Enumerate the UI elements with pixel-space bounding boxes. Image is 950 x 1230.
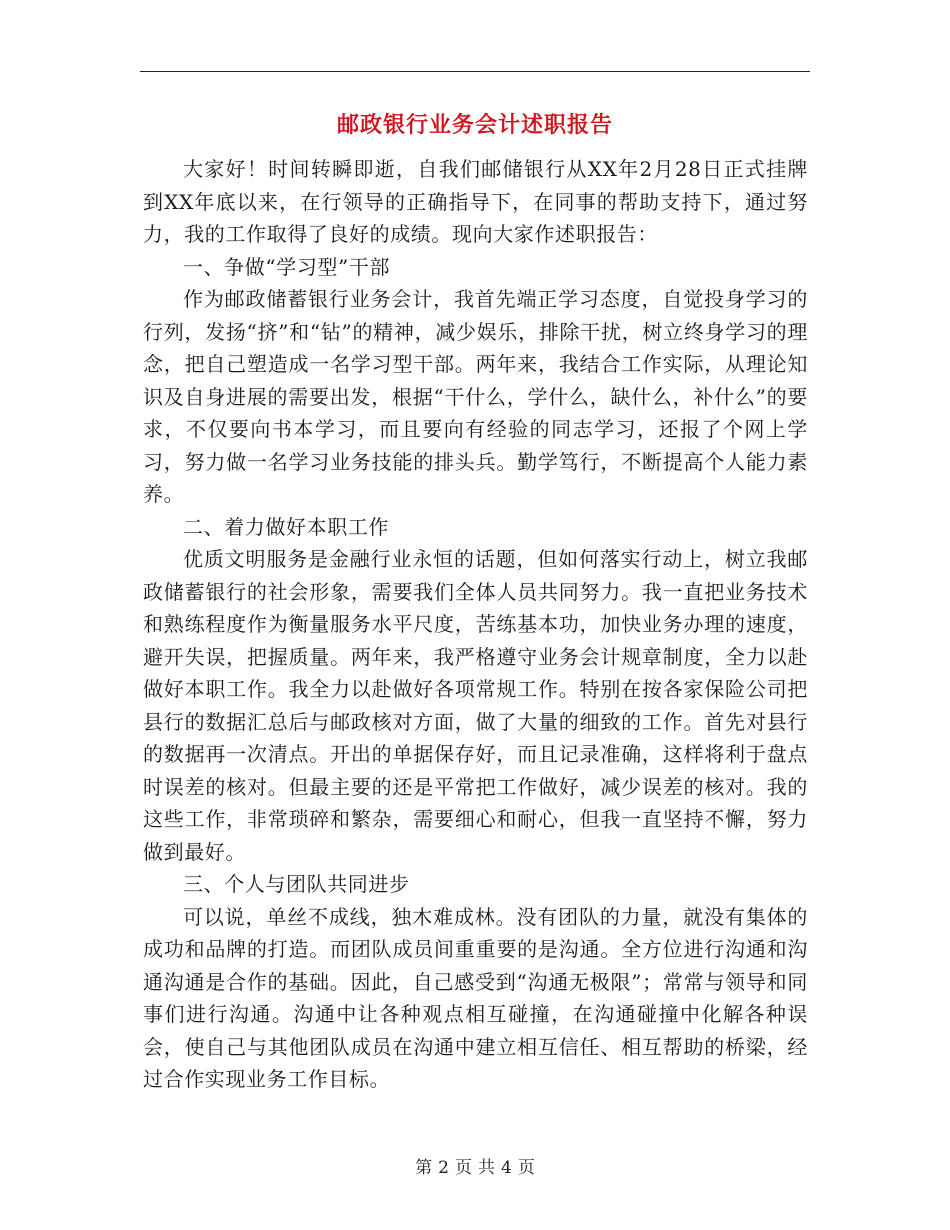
section-heading-1: 一、争做“学习型”干部 [183, 254, 391, 279]
section-3-paragraph: 可以说，单丝不成线，独木难成林。没有团队的力量，就没有集体的成功和品牌的打造。而团队成员间重重要的是沟通。全方位进行沟通和沟通沟通是合作的基础。因此，自己感受到“沟通无极限”；常常与领导和同事们进行沟通。沟通中让各种观点相互碰撞，在沟通碰撞中化解各种误会，使自己与其他团队成员在沟通中建立相互信任、相互帮助的桥梁，经过合作实现业务工作目标。 [143, 904, 808, 1091]
section-heading-2: 二、着力做好本职工作 [183, 514, 389, 539]
footer-current-page: 2 [438, 1158, 449, 1178]
intro-paragraph: 大家好！时间转瞬即逝，自我们邮储银行从XX年2月28日正式挂牌到XX年底以来，在行领导的正确指导下，在同事的帮助支持下，通过努力，我的工作取得了良好的成绩。现向大家作述职报告： [143, 157, 808, 246]
section-1-paragraph: 作为邮政储蓄银行业务会计，我首先端正学习态度，自觉投身学习的行列，发扬“挤”和“钻”的精神，减少娱乐，排除干扰，树立终身学习的理念，把自己塑造成一名学习型干部。两年来，我结合工作实际，从理论知识及自身进展的需要出发，根据“干什么，学什么，缺什么，补什么”的要求，不仅要向书本学习，而且要向有经验的同志学习，还报了个网上学习，努力做一名学习业务技能的排头兵。勤学笃行，不断提高个人能力素养。 [143, 287, 808, 506]
section-2-paragraph: 优质文明服务是金融行业永恒的话题，但如何落实行动上，树立我邮政储蓄银行的社会形象，需要我们全体人员共同努力。我一直把业务技术和熟练程度作为衡量服务水平尺度，苦练基本功，加快业务办理的速度，避开失误，把握质量。两年来，我严格遵守业务会计规章制度，全力以赴做好本职工作。我全力以赴做好各项常规工作。特别在按各家保险公司把县行的数据汇总后与邮政核对方面，做了大量的细致的工作。首先对县行的数据再一次清点。开出的单据保存好，而且记录准确，这样将利于盘点时误差的核对。但最主要的还是平常把工作做好，减少误差的核对。我的这些工作，非常琐碎和繁杂，需要细心和耐心，但我一直坚持不懈，努力做到最好。 [143, 547, 808, 864]
footer-prefix: 第 [415, 1158, 433, 1178]
footer-total-pages: 4 [501, 1158, 512, 1178]
page-footer [0, 1153, 950, 1178]
footer-total-word: 共 [478, 1158, 495, 1178]
header-rule [140, 71, 810, 72]
document-title: 邮政银行业务会计述职报告 [336, 112, 613, 138]
section-heading-3: 三、个人与团队共同进步 [183, 872, 410, 896]
document-body [143, 153, 808, 1096]
footer-page-word: 页 [455, 1158, 472, 1178]
footer-suffix: 页 [517, 1158, 535, 1178]
